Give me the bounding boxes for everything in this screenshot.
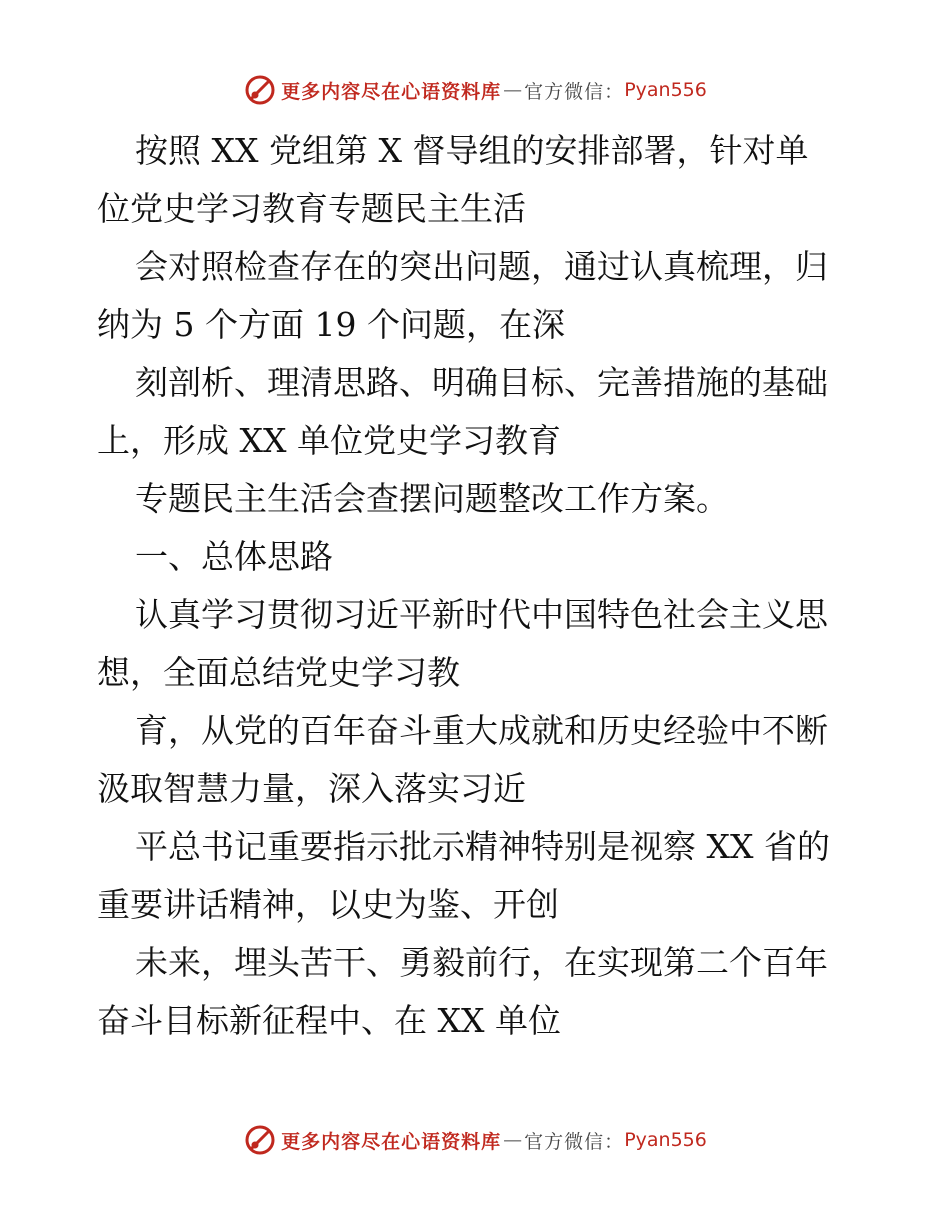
- paragraph-line: 专题民主生活会查摆问题整改工作方案。: [135, 479, 729, 518]
- paragraph-line: 会对照检查存在的突出问题，通过认真梳理，归: [135, 247, 828, 286]
- footer-banner: [0, 1120, 950, 1160]
- paragraph-line: 刻剖析、理清思路、明确目标、完善措施的基础: [135, 363, 828, 402]
- paragraph: [97, 354, 857, 470]
- paragraph: [97, 122, 857, 238]
- header-site-name: 更多内容尽在心语资料库: [281, 80, 502, 103]
- paragraph-line: 平总书记重要指示批示精神特别是视察 XX 省的: [135, 827, 830, 866]
- paragraph-line: 一、总体思路: [135, 537, 333, 576]
- footer-wechat-handle: Pyan556: [624, 1129, 707, 1151]
- footer-wechat-label: 官方微信：: [524, 1130, 625, 1153]
- paragraph-line: 重要讲话精神，以史为鉴、开创: [97, 885, 559, 924]
- paragraph-line: 认真学习贯彻习近平新时代中国特色社会主义思: [135, 595, 828, 634]
- paragraph-line: 育，从党的百年奋斗重大成就和历史经验中不断: [135, 711, 828, 750]
- paragraph: [97, 818, 857, 934]
- paragraph-line: 位党史学习教育专题民主生活: [97, 189, 526, 228]
- brush-logo-icon: [243, 1123, 277, 1157]
- paragraph-line: 上，形成 XX 单位党史学习教育: [97, 421, 561, 460]
- document-body: [97, 122, 857, 1050]
- paragraph: [97, 934, 857, 1050]
- header-banner: [0, 70, 950, 110]
- brush-logo-icon: [243, 73, 277, 107]
- paragraph: [97, 470, 857, 528]
- paragraph-line: 纳为 5 个方面 19 个问题，在深: [97, 305, 565, 344]
- paragraph: [97, 586, 857, 702]
- header-wechat-label: 官方微信：: [524, 80, 625, 103]
- paragraph-line: 未来，埋头苦干、勇毅前行，在实现第二个百年: [135, 943, 828, 982]
- paragraph: [97, 238, 857, 354]
- paragraph-line: 奋斗目标新征程中、在 XX 单位: [97, 1001, 561, 1040]
- header-wechat-handle: Pyan556: [624, 79, 707, 101]
- footer-separator: —: [503, 1129, 523, 1151]
- paragraph-line: 想，全面总结党史学习教: [97, 653, 460, 692]
- paragraph: [97, 702, 857, 818]
- paragraph-line: 汲取智慧力量，深入落实习近: [97, 769, 526, 808]
- section-heading: [97, 528, 857, 586]
- footer-site-name: 更多内容尽在心语资料库: [281, 1130, 502, 1153]
- paragraph-line: 按照 XX 党组第 X 督导组的安排部署，针对单: [135, 131, 809, 170]
- header-separator: —: [503, 79, 523, 101]
